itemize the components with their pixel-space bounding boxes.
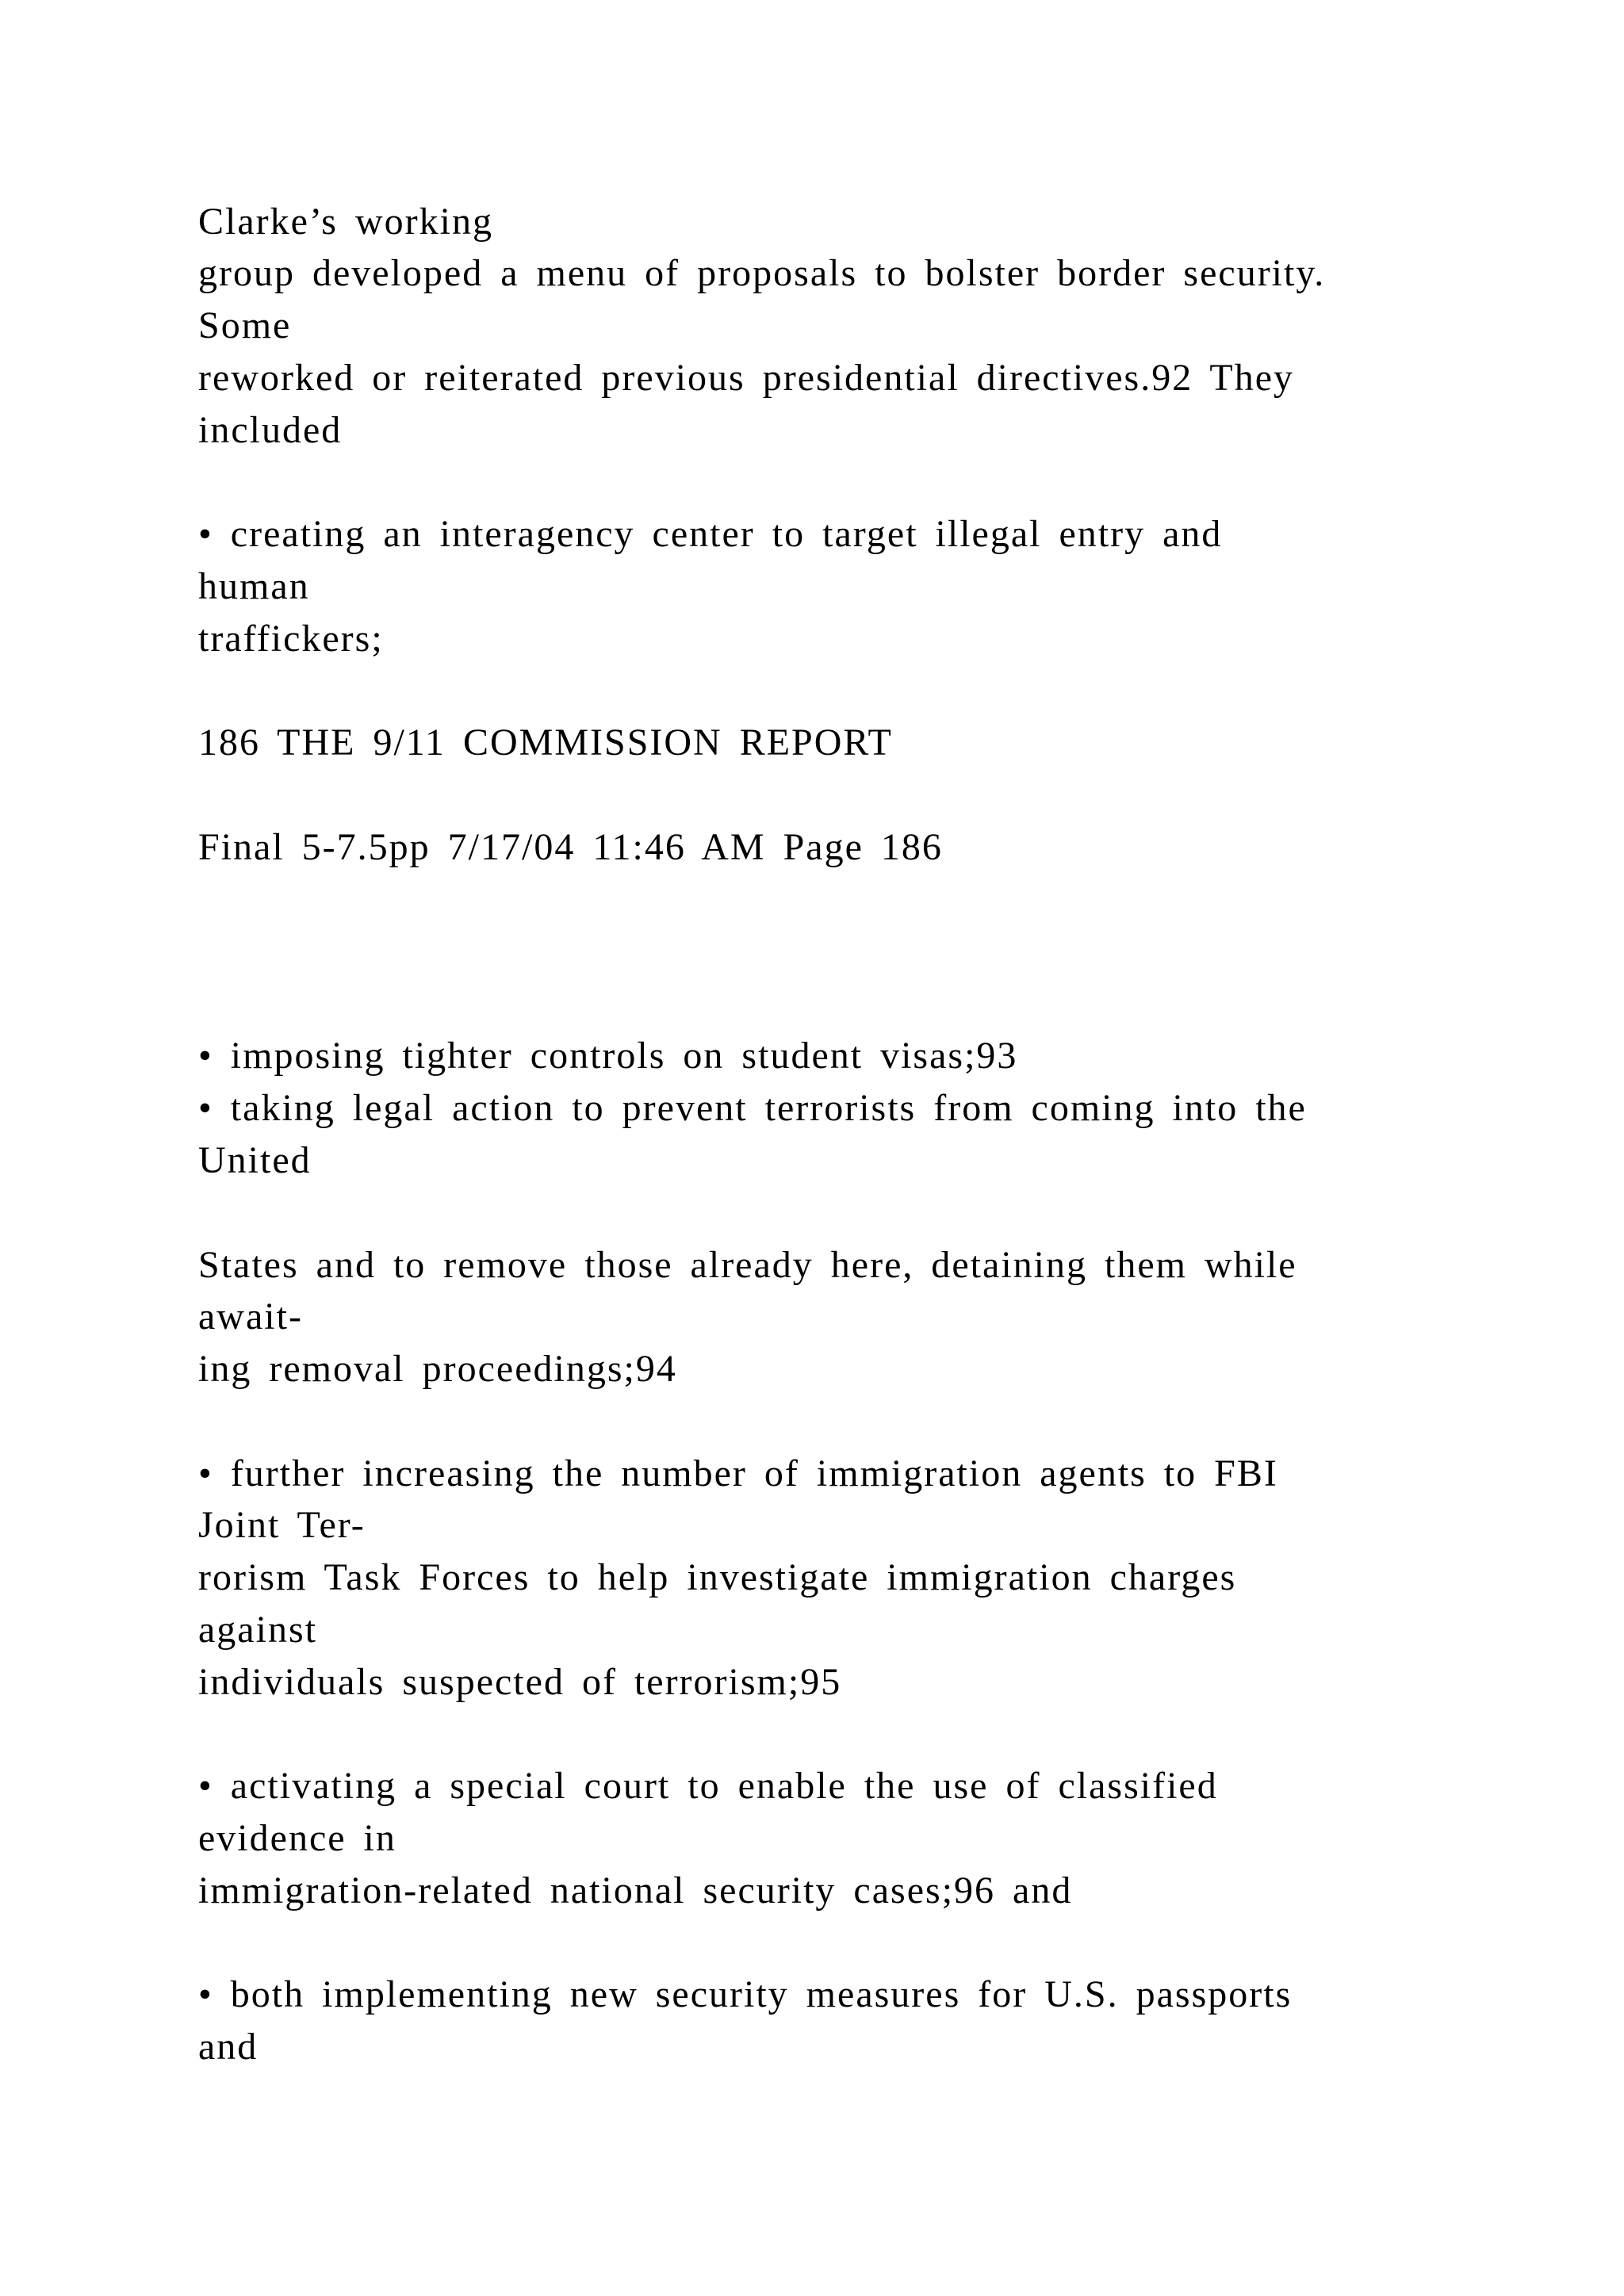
text-line: group developed a menu of proposals to bolster border security. xyxy=(198,252,1326,294)
text-line: Some xyxy=(198,304,292,346)
text-line: included xyxy=(198,409,343,451)
text-line: • imposing tighter controls on student visas;93 xyxy=(198,1035,1018,1077)
text-line: reworked or reiterated previous presidential directives.92 They xyxy=(198,357,1294,399)
text-line: Clarke’s working xyxy=(198,201,493,243)
text-line: rorism Task Forces to help investigate immigration charges xyxy=(198,1556,1237,1598)
page-footer-title: 186 THE 9/11 COMMISSION REPORT xyxy=(198,721,893,763)
text-line: human xyxy=(198,565,310,607)
text-line: • creating an interagency center to target illegal entry and xyxy=(198,513,1223,555)
text-line: immigration-related national security cases;96 and xyxy=(198,1869,1073,1911)
print-slug-line: Final 5-7.5pp 7/17/04 11:46 AM Page 186 xyxy=(198,826,943,868)
text-line: United xyxy=(198,1139,312,1181)
text-line: • further increasing the number of immigration agents to FBI xyxy=(198,1452,1278,1494)
text-line: • activating a special court to enable the use of classified xyxy=(198,1765,1218,1807)
text-line: Joint Ter- xyxy=(198,1504,366,1546)
text-line: • both implementing new security measures for U.S. passports xyxy=(198,1973,1293,2015)
text-line: traffickers; xyxy=(198,618,384,660)
text-line: States and to remove those already here, detaining them while xyxy=(198,1244,1297,1286)
text-line: ing removal proceedings;94 xyxy=(198,1348,677,1390)
text-line: individuals suspected of terrorism;95 xyxy=(198,1661,842,1703)
text-line: and xyxy=(198,2026,259,2068)
text-line: evidence in xyxy=(198,1817,396,1859)
text-line: await- xyxy=(198,1295,303,1337)
text-line: against xyxy=(198,1609,317,1651)
text-line: • taking legal action to prevent terrorists from coming into the xyxy=(198,1087,1307,1129)
